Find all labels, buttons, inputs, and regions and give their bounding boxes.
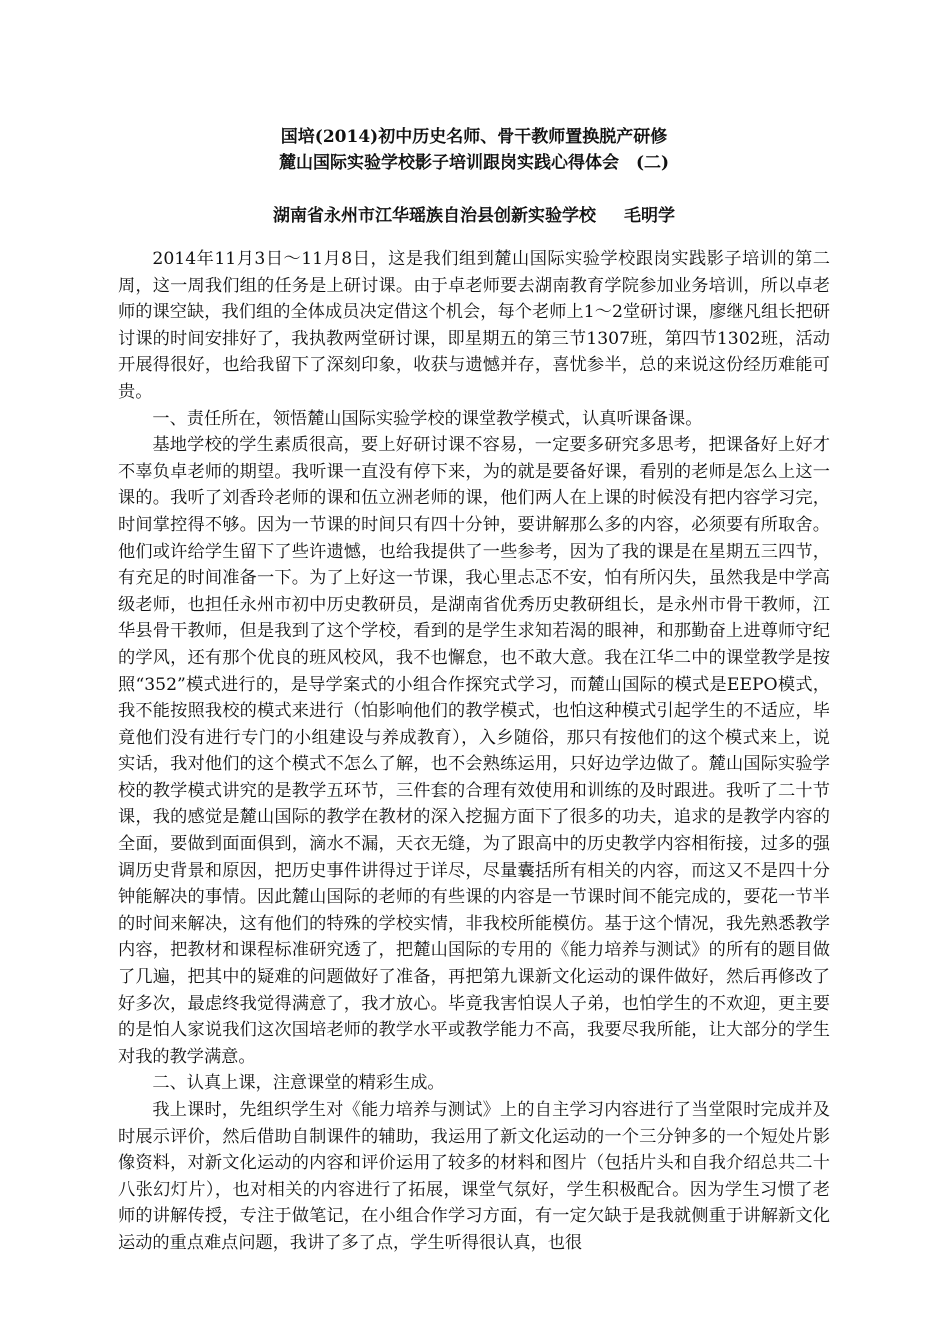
author-line	[118, 203, 830, 229]
document-title	[118, 124, 830, 176]
author-name: 毛明学	[624, 206, 675, 226]
paragraph-section-1: 基地学校的学生素质很高，要上好研讨课不容易，一定要多研究多思考，把课备好上好才不辜负卓老师的期望。我听课一直没有停下来，为的就是要备好课，看别的老师是怎么上这一课的。我听了刘香玲老师的课和伍立洲老师的课，他们两人在上课的时候没有把内容学习完，时间掌控得不够。因为一节课的时间只有四十分钟，要讲解那么多的内容，必须要有所取舍。他们或许给学生留下了些许遗憾，也给我提供了一些参考，因为了我的课是在星期五三四节，有充足的时间准备一下。为了上好这一节课，我心里忐忑不安，怕有所闪失，虽然我是中学高级老师，也担任永州市初中历史教研员，是湖南省优秀历史教研组长，是永州市骨干教师，江华县骨干教师，但是我到了这个学校，看到的是学生求知若渴的眼神，和那勤奋上进尊师守纪的学风，还有那个优良的班风校风，我不也懈怠，也不敢大意。我在江华二中的课堂教学是按照“352”模式进行的，是导学案式的小组合作探究式学习，而麓山国际的模式是EEPO模式，我不能按照我校的模式来进行（怕影响他们的教学模式，也怕这种模式引起学生的不适应，毕竟他们没有进行专门的小组建设与养成教育），入乡随俗，那只有按他们的这个模式来上，说实话，我对他们的这个模式不怎么了解，也不会熟练运用，只好边学边做了。麓山国际实验学校的教学模式讲究的是教学五环节，三件套的合理有效使用和训练的及时跟进。我听了二十节课，我的感觉是麓山国际的教学在教材的深入挖掘方面下了很多的功夫，追求的是教学内容的全面，要做到面面俱到，滴水不漏，天衣无缝，为了跟高中的历史教学内容相衔接，过多的强调历史背景和原因，把历史事件讲得过于详尽，尽量囊括所有相关的内容，而这又不是四十分钟能解决的事情。因此麓山国际的老师的有些课的内容是一节课时间不能完成的，要花一节半的时间来解决，这有他们的特殊的学校实情，非我校所能模仿。基于这个情况，我先熟悉教学内容，把教材和课程标准研究透了，把麓山国际的专用的《能力培养与测试》的所有的题目做了几遍，把其中的疑难的问题做好了准备，再把第九课新文化运动的课件做好，然后再修改了好多次，最虑终我觉得满意了，我才放心。毕竟我害怕误人子弟，也怕学生的不欢迎，更主要的是怕人家说我们这次国培老师的教学水平或教学能力不高，我要尽我所能，让大部分的学生对我的教学满意。	[118, 435, 830, 1067]
section-heading-2: 二、认真上课，注意课堂的精彩生成。	[152, 1073, 445, 1094]
title-line-1: 国培(2014)初中历史名师、骨干教师置换脱产研修	[280, 127, 668, 147]
document-body	[118, 246, 830, 1257]
paragraph-section-2: 我上课时，先组织学生对《能力培养与测试》上的自主学习内容进行了当堂限时完成并及时展示评价，然后借助自制课件的辅助，我运用了新文化运动的一个三分钟多的一个短处片影像资料，对新文化运动的内容和评价运用了较多的材料和图片（包括片头和自我介绍总共二十八张幻灯片），也对相关的内容进行了拓展，课堂气氛好，学生积极配合。因为学生习惯了老师的讲解传授，专注于做笔记，在小组合作学习方面，有一定欠缺于是我就侧重于讲解新文化运动的重点难点问题，我讲了多了点，学生听得很认真，也很	[118, 1100, 830, 1253]
title-line-2: 麓山国际实验学校影子培训跟岗实践心得体会 (二)	[278, 153, 670, 173]
section-heading-1: 一、责任所在，领悟麓山国际实验学校的课堂教学模式，认真听课备课。	[152, 408, 703, 429]
author-school: 湖南省永州市江华瑶族自治县创新实验学校	[273, 206, 596, 226]
paragraph-intro: 2014年11月3日～11月8日，这是我们组到麓山国际实验学校跟岗实践影子培训的第二周，这一周我们组的任务是上研讨课。由于卓老师要去湖南教育学院参加业务培训，所以卓老师的课空缺，我们组的全体成员决定借这个机会，每个老师上1～2堂研讨课，廖继凡组长把研讨课的时间安排好了，我执教两堂研讨课，即星期五的第三节1307班，第四节1302班，活动开展得很好，也给我留下了深刻印象，收获与遗憾并存，喜忧参半，总的来说这份经历难能可贵。	[118, 249, 830, 402]
